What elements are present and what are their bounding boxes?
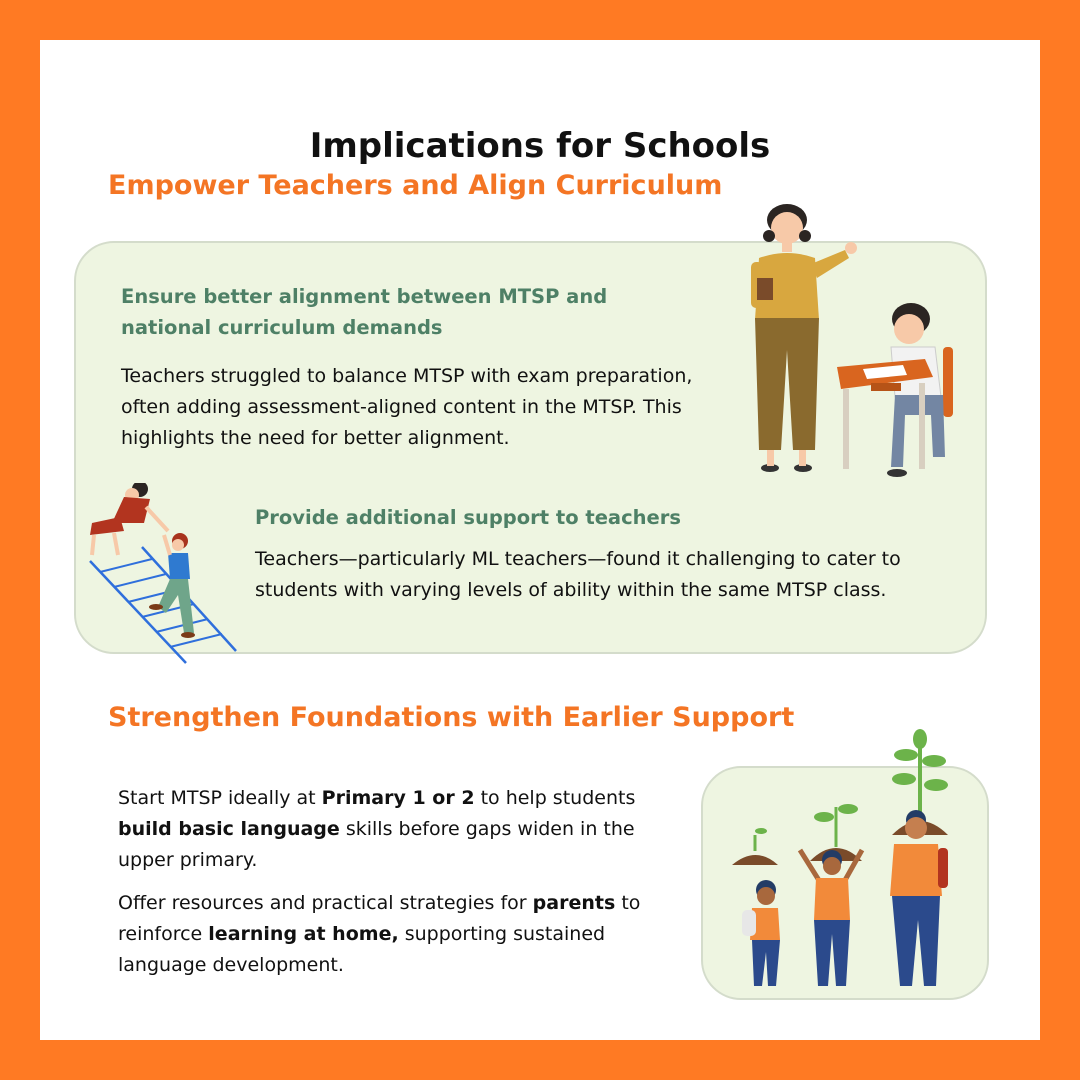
start-early-text: Start MTSP ideally at Primary 1 or 2 to help students build basic language skills before gaps widen in the upper primary. bbox=[118, 787, 636, 871]
ladder-help-illustration bbox=[84, 483, 239, 668]
support-text: Teachers—particularly ML teachers—found it challenging to cater to students with varying levels of ability within the same MTSP class. bbox=[255, 548, 901, 601]
infographic-page bbox=[40, 40, 1040, 1040]
children-illustration bbox=[738, 810, 948, 992]
alignment-text: Teachers struggled to balance MTSP with exam preparation, often adding assessment-aligned content in the MTSP. This highlights the need for better alignment. bbox=[121, 365, 693, 449]
parents-support-text: Offer resources and practical strategies for parents to reinforce learning at home, supporting sustained language development. bbox=[118, 892, 641, 976]
support-subheading: Provide additional support to teachers bbox=[255, 506, 681, 529]
student-at-desk-illustration bbox=[833, 297, 958, 477]
section-heading-strengthen-foundations: Strengthen Foundations with Earlier Support bbox=[108, 702, 795, 733]
page-title: Implications for Schools bbox=[309, 126, 771, 166]
section-heading-empower-teachers: Empower Teachers and Align Curriculum bbox=[108, 170, 723, 201]
alignment-subheading: Ensure better alignment between MTSP and national curriculum demands bbox=[121, 285, 608, 339]
